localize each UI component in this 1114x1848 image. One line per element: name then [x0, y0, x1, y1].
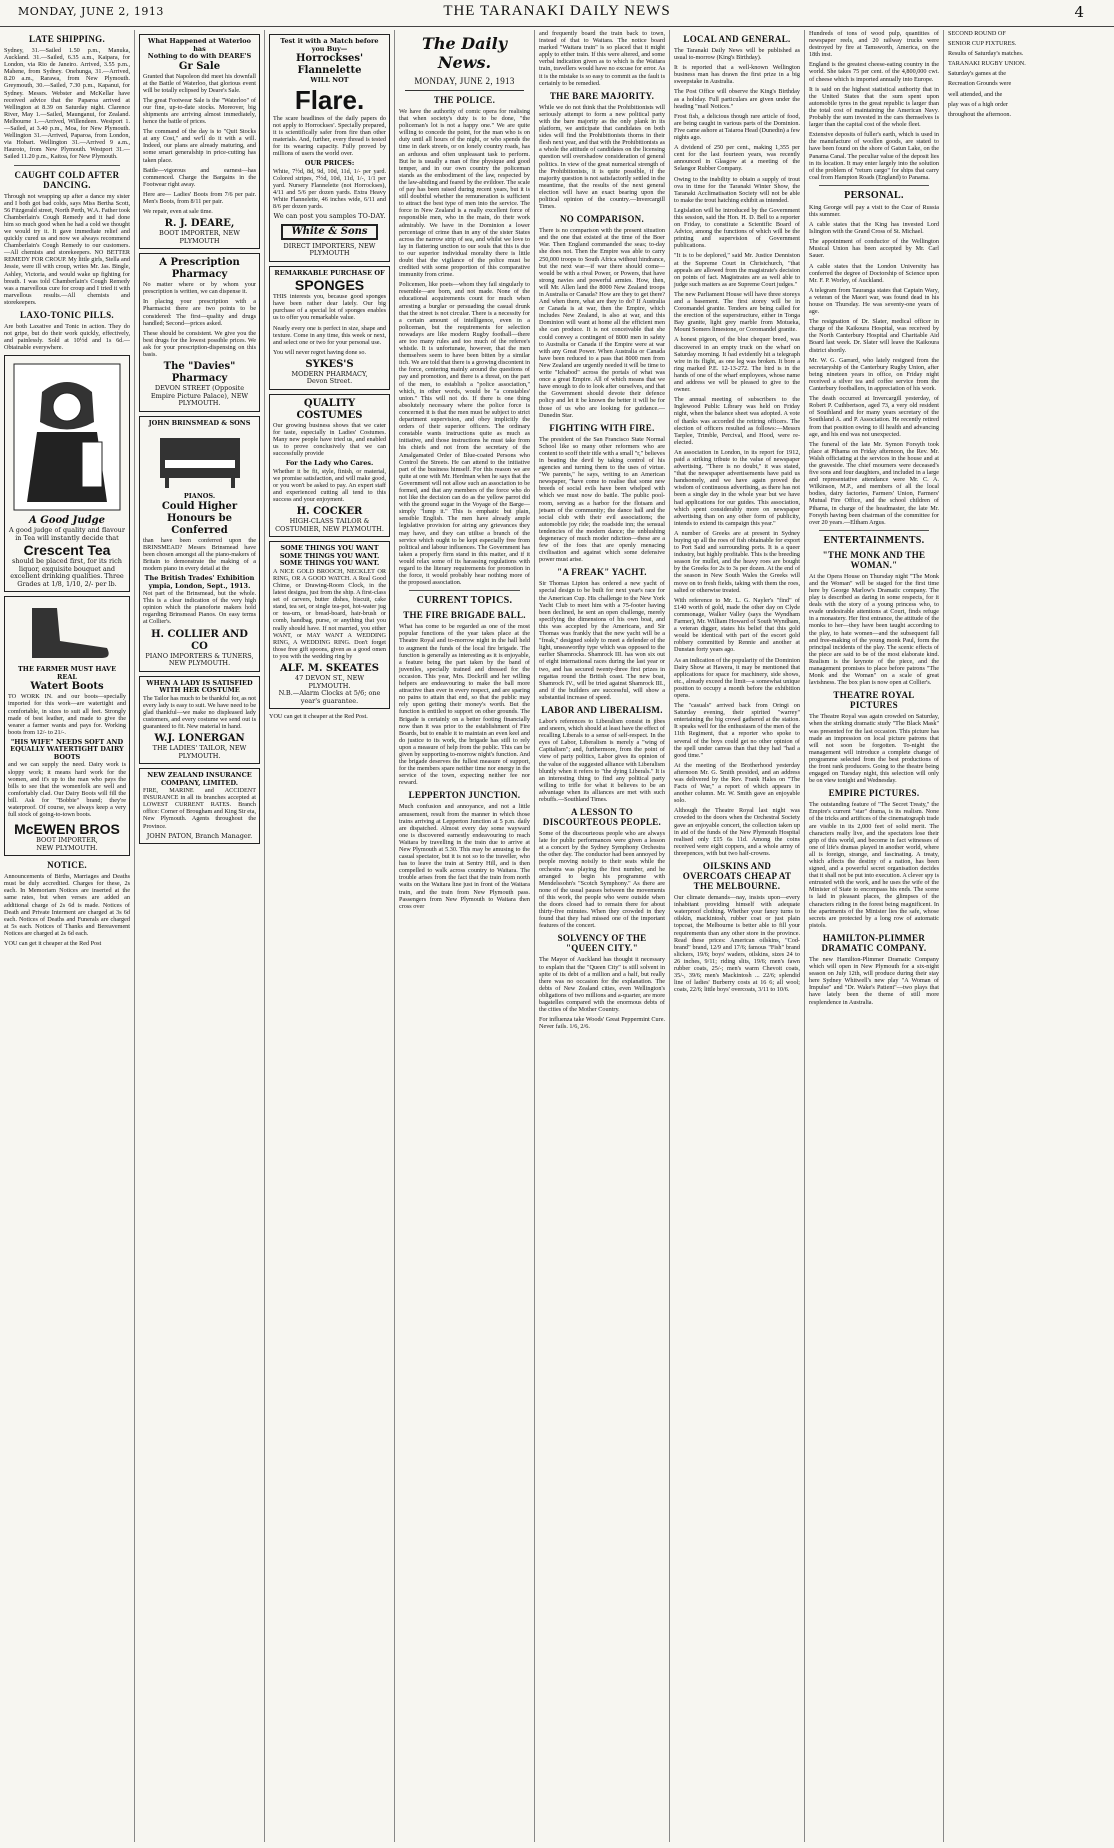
tea-judge: A Good Judge — [29, 515, 105, 527]
rx-text1: No matter where or by whom your prescription is written, we can dispense it. — [143, 281, 256, 296]
local-text10: A honest pigeon, of the blue chequer breed, was discovered in an empty truck on the wharf on Saturday morning. It had evidently hit a telegraph wire in its flight, as one leg was broken. It bore a ring marked P.E. 12-13-272. The bird is in the hands of one of the wharf employees, whose name and address we will be pleased to give to the owner. — [674, 336, 800, 394]
bare-text: While we do not think that the Prohibitionists will seriously attempt to form a new political party with the bare majority as the only plank in its platform, we anticipate that candidates on both sides will find the Prohibitionists thorns in their flesh next year, and that with the Prohibitionists as a whole the attitude of candidates on the licensing question will overshadow consideration of general politics. In view of the great numerical strength of the Prohibitionists, it is quite possible, if the majority question is not satisfactorily settled in the meantime, that the results of the next general election will have an exact bearing upon the political opinion of the country.—Invercargill Times. — [539, 103, 665, 211]
shipping-text: Sydney, 31.—Sailed 1.50 p.m., Manuka, Auckland. 31.—Sailed, 6.35 a.m., Kaipara, for London, via Rio de Janeiro. Arrived, 3.55 p.m., Mahene, from Sydney. Onehunga, 31.—Arrived, 8.20 a.m., Rarawa, from New Plymouth. Greymouth, 30.—Sailed, 7.30 p.m., Kapanui, for Sydney. Messrs. Webster and McKellar have received advice that the Paparoa arrived at Wellington at 8.39 on Saturday night. Clarence River, May 1.—Sailed, Maunganui, for Zealand. Melbourne 1.—Arrived, Willendeen. Westport 1.—Sailed, at 3.40 p.m., Moa, for New Plymouth. Wellington 31.—Arrived, Paparoa, from London, via Hobart. Wellington 31.—Arrived 9 a.m., Hauroto, from New Plymouth. Westport 31.—Sailed 11.20 p.m., Kaitoa, for New Plymouth. — [4, 47, 130, 161]
horrockses-ad — [269, 34, 390, 262]
laxo-text: Are both Laxative and Tonic in action. They do not gripe, but do their work quickly, effectively, and painlessly. Sold at 10½d and 1s 6d.—Obtainable everywhere. — [4, 323, 130, 352]
lonergan-ad — [139, 676, 260, 764]
column-4 — [395, 30, 535, 1842]
mcewen-town: NEW PLYMOUTH. — [36, 843, 98, 852]
col5-text1: and frequently board the train back to town, instead of that to Waitara. The notice board marked "Waitara train" is so placed that it might apply to either train. If this were altered, and some verbal indication given as to which is the Waitara train, travellers would have no excuse for error. As it is the mistake is so easy to commit as the fault is certainly to be remedied. — [539, 30, 665, 87]
col8-line: well attended, and the — [948, 90, 1003, 98]
sykes-addr: Devon Street. — [306, 377, 353, 386]
personal-text9: The funeral of the late Mr. Symon Forsyth took place at Pihama on Friday afternoon, the Rev. Mr. Walsh officiating at the services in the house and at the graveside. The chief mourners were deceased's five sons and four daughters, and included in a large and representative attendance were Mr. C. A. Wilkinson, M.P., and members of all the local bodies, dairy factories, Farmers' Union, Farmers' Mutual Fire Office, and the school children of Pihama, in charge of the headmaster, the late Mr. Forsyth having been chairman of the committee for over 20 years.—Eltham Argus. — [809, 440, 939, 526]
personal-text5: A telegram from Tauranga states that Captain Wary, a veteran of the Maori war, was found dead in his house on Thursday. He was seventy-one years of age. — [809, 286, 939, 316]
cocker-ad — [269, 394, 390, 537]
honours-text: than have been conferred upon the BRINSMEAD? Messrs Brinsmead have been chosen amongst all the piano-makers of Britain to demonstrate the making of a modern piano in every detail at the — [143, 536, 256, 572]
croup-text: Through not wrapping up after a dance my sister and I both got bad colds, says Miss Bertha Scott, 56 Fitzgerald street, North Perth, W.A. Father took Chamberlain's Cough Remedy and it had done him so much good when he had a cold we thought we would try it. It gave immediate relief and quickly cured us and now we always recommend Chamberlain's Cough Remedy to our customers.—All chemists and storekeepers. NO BETTER REMEDY FOR CROUP. My little girls, Stella and Jessie, were ill with croup, writes Mr. Jas. Bingle, Ashley, Victoria, and would wake up fighting for breath. I was told Chamberlain's Cough Remedy was a marvellous cure for croup and I tried it with marvellous results.—All chemists and storekeepers. — [4, 192, 130, 306]
col8-line: Saturday's games at the — [948, 70, 1006, 78]
flare-brand: Horrockses' Flannelette — [295, 53, 364, 76]
police-heading: THE POLICE. — [433, 95, 496, 105]
column-3 — [265, 30, 395, 1842]
watertight-boots-ad — [4, 596, 130, 856]
rx-text2: In placing your prescription with a Pharmacist there are two points to be considered: The first—quality and drugs handled; Second—prices asked. — [143, 298, 256, 327]
local-text13: A number of Greeks are at present in Sydney buying up all the roes of fish obtainable for export to Port Said and surrounding ports. It is a queer industry, but highly profitable. This is the breeding season for mullet, and the heavy roes are bought by the Greeks for 2s to 3s per dozen. At the end of the season in New South Wales the Greeks will move on to fresh fields, taking with them the roes, salted or otherwise treated. — [674, 529, 800, 594]
column-2 — [135, 30, 265, 1842]
empire-heading: EMPIRE PICTURES. — [828, 788, 920, 799]
col8-line: throughout the afternoon. — [948, 110, 1012, 118]
hp-heading: HAMILTON-PLIMMER DRAMATIC COMPANY. — [821, 932, 927, 953]
local-text5: A dividend of 250 per cent., making 1,355 per cent for the last fourteen years, was recently announced in Glasgow at a meeting of the Selangor Rubber Company. — [674, 144, 800, 173]
tea-name: Crescent Tea — [23, 542, 111, 559]
costume-text: Our growing business shows that we cater for taste, especially in Ladies' Costumes. Many new people have tried us, and enabled us to prove conclusively that we can successfully provide — [273, 421, 386, 458]
skeates-name: ALF. M. SKEATES — [280, 663, 379, 675]
insurance-sign: JOHN PATON, Branch Manager. — [146, 831, 253, 840]
notice-heading: NOTICE. — [47, 860, 87, 871]
personal-text1: King George will pay a visit to the Czar of Russia this summer. — [809, 203, 939, 218]
lesson-text: Some of the discourteous people who are always late for public performances were given a lesson at a concert by the Sydney Symphony Orchestra the other day. The conductor had been annoyed by people moving noisily to their seats while the orchestra was playing the first number, and he arranged to begin his programme with Mendelssohn's "Scotch Symphony." As there are none of the usual pauses between the movements of this work, the people who were outside when the doors closed had to remain there for about thirty-five minutes. When they crowded in they found that they had missed one of the important features of the concert. — [539, 830, 665, 930]
sykes-ad — [269, 266, 390, 390]
col7-text3: It is said on the highest statistical authority that in the United States that the sum spent upon automobile tyres in the great republic is larger than the total cost of maintaining the American Navy. Probably the sum invested in the cars themselves is larger than the capital cost of the whole fleet. — [809, 85, 939, 129]
col8-line: Recreation Grounds were — [948, 80, 1012, 88]
col7-text2: England is the greatest cheese-eating country in the world. She takes 75 per cent. of the 4,800,000 cwt. of cheese which is imported annually into Europe. — [809, 61, 939, 83]
flare-prices-head: OUR PRICES: — [304, 159, 355, 168]
local-text15: As an indication of the popularity of the Dominion Dairy Show at Hawera, it may be mentioned that applications for space for machinery, side shows, etc., already exceed the limit—a somewhat unique position to occupy a month before the exhibition opens. — [674, 656, 800, 699]
sykes-sub: MODERN PHARMACY, — [291, 369, 368, 378]
watert-text: TO WORK IN. and our boots—specially imported for this work—are watertight and comfortable, in sizes to suit all feet. Strongly made of best leather, and made to give the wearer a farmer wants and pays for. Working boots from 12/- to 21/-. — [8, 693, 126, 736]
local-text3: The Post Office will observe the King's Birthday as a holiday. Full particulars are given under the heading "mail Notices." — [674, 88, 800, 110]
costume-text2: Whether it be fit, style, finish, or material, we promise satisfaction, and will make good, or you won't be asked to pay. An expert staff and experienced cutting all tend to this success and your enjoyment. — [273, 467, 386, 504]
whites-logo: White & Sons — [281, 224, 378, 240]
davies-name: The "Davies" Pharmacy — [163, 361, 236, 385]
col8-line: Results of Saturday's matches. — [948, 50, 1024, 58]
rx-head: A Prescription Pharmacy — [159, 257, 240, 281]
nocomp-text: There is no comparison with the present situation and the one that existed at the time of the Boer War. Then England commanded the seas; to-day she does not. Then the Empire was able to carry 250,000 troops to South Africa without hindrance, but the next war—if war there should come—would be with a rival Power, or Powers, that have strong navies and powerful armies. How, then, will Mr. Allen land the 8000 New Zealand troops in Australia or Canada? How are they to get there? And when there, what are they to do? If Australia or Canada is at war, then the Empire, which includes New Zealand, is also at war, and this Dominion will want at home all the efficient men she can produce. It is not conceivable that she could convey a contingent of 8000 men in safety to Australia or Canada if the Empire were at war with any Great Power. When Australia or Canada have been reduced to a pass that 8000 men from New Zealand are urgently needed it will be time to write "Ichabod" across the portals of what was once a great Empire. All of which means that we have enough to do to look after ourselves, and that the Government should devote their defence policy and let it be known the better it will be for those of us who are looking for guidance.—Dunedin Star. — [539, 227, 665, 419]
watert-name: Watert Boots — [30, 681, 104, 693]
col8-line: play was of a high order — [948, 100, 1008, 108]
brinsmead-ad — [139, 416, 260, 672]
flare-post: We can post you samples TO-DAY. — [273, 212, 386, 221]
boot-illustration — [12, 603, 122, 663]
local-text8: "It is to be deplored," said Mr. Justice Denniston at the Supreme Court in Christchurch, "that appeals are allowed from the magistrate's decision on points of fact. Magistrates are as well able to judge such matters as are Supreme Court judges." — [674, 252, 800, 288]
fight-text: The president of the San Francisco State Normal School like so many other reformers who are content to scoff their title with a small "r," believes in beating the devil by taking control of his agencies and turning them to the uses of virtue. "We parents," he says, writing to an American newspaper, "have come to realise that some new breeds of social evils have been whelped with which we must now do battle. The public pool-room, serving as a harbor for the flotsam and jetsam of the community; the dance hall and the social club with their evil associations; the automobile joy ride; the roadside inn; the sensual tendencies of the modern dance; the unblushing degeneracy of much moder ndiction—these are a few of the foes that are openly menacing civilisation and against which some defensive power must arise. — [539, 435, 666, 564]
personal-text6: The resignation of Dr. Slater, medical officer in charge of the Kaikoura Hospital, was received by the North Canterbury Hospital and Charitable Aid Board last week. Dr. Slater will leave the Kaikoura district shortly. — [809, 318, 939, 354]
yacht-text: Sir Thomas Lipton has ordered a new yacht of special design to be built for next year's race for the American Cup. His challenge to the New York Yacht Club to meet him with a 75-footer having been declined, he sent an open challenge, merely specifying the dimensions of his own boat, and this was accepted by the Americans, and Sir Thomas was frankly that the new yacht will be a "freak," designed solely to meet a defender of the light, unseaworthy type which was opposed to the earlier Shamrocks. Shamrock III. has won six out of eight international races during the last year or two, and has secured twenty-three first prizes in regattas round the British coast. The new boat, Shamrock IV., will be tried against Shamrock III., and if the builders are successful, will show a substantial increase of speed. — [539, 580, 665, 701]
tea-sub: A good judge of quality and flavour in Tea will instantly decide that — [9, 526, 125, 542]
mcewen-name: McEWEN BROS — [14, 821, 120, 838]
judge-illustration — [12, 362, 122, 512]
monk-text: At the Opera House on Thursday night "The Monk and the Woman" will be staged for the first time here by George Marlow's Dramatic company. The play is described as daring in some respects, for it deals with the story of a young princess who, to evade undesirable attentions at Court, finds refuge in a monastery. Her first entrance, the attitude of the monks to her—they have been taught according to the play, to hate women—and the subsequent fall and free-making of the young monk Paul, form the principal incidents of the play. The scenic effects of the piece are said to be of the most elaborate kind. Realism is the keynote of the piece, and the management promises to place before patrons "The Monk and the Woman" on a scale of great lavishness. The box plan is now open at Collier's. — [809, 572, 939, 687]
personal-text2: A cable states that the King has invested Lord Islington with the Grand Cross of St. Michael. — [809, 221, 939, 236]
insurance-ad — [139, 768, 260, 844]
masthead-date: MONDAY, JUNE 2, 1913 — [18, 5, 164, 18]
paper-date: MONDAY, JUNE 2, 1913 — [414, 76, 515, 86]
queen-heading: SOLVENCY OF THE "QUEEN CITY." — [557, 933, 647, 954]
personal-text8: The death occurred at Invercargill yesterday, of Robert P. Cuthbertson, aged 73, a very old resident of Southland and for many years secretary of the Southland A. and P. Association. He recently retired from that position owing to ill health and advancing age, and his end was not unexpected. — [809, 395, 939, 438]
police-text: We have the authority of comic opera for realising that when society's duty is to be done, "the policeman's lot is not a happy one." We are quite willing to concede the point, for the man who is on duty until all hours of the night, or who spends the time in dark streets, or on lonely country roads, has an arduous and often unpleasant task to perform. But he is usually a man of fine physique and good temper, and in our own country the policeman stands as the embodiment of the law, respected by the law-abiding and feared by the evildoer. The scale of pay has been raised during recent years, but it is still doubtful whether the remuneration is sufficient to attract the best type of men into the service. The force in New Zealand is a really excellent force of responsible men, who in the main, do their work admirably. We have in the Dominion a lower percentage of crime than in any of the sister States across the narrow strip of sea, and whilst we love to lay in flattering unction to our souls that this is due to our superior individual morality there is little doubt that the vigilance of the police must be credited with some proportion of this comparative immunity from crime. — [399, 108, 530, 279]
flare-will: WILL NOT — [310, 76, 349, 84]
current-topics-heading: CURRENT TOPICS. — [416, 595, 513, 607]
laxo-heading: LAXO-TONIC PILLS. — [20, 310, 114, 320]
col1-footer: YOU can get it cheaper at the Red Post — [4, 940, 102, 948]
honours-head: Could Higher Honours be Conferred — [161, 500, 238, 536]
hiswife-text: and we can supply the need. Dairy work is sloppy work; it means hard work for the women, and it's up to the man who pays the bills to see that the womenfolk are well and comfortably clad. Our Dairy Boots will fill the bill. Ask for "Bobbie" brand; they're waterproof. Of course, we always keep a very full stock of going-to-town boots. — [8, 761, 126, 819]
davies-pharmacy-ad — [139, 253, 260, 411]
sponge-text1: THIS interests you, because good sponges have been rather dear lately. Our big purchase of a special lot of sponges enables us to offer you remarkable value. — [273, 293, 386, 322]
croup-heading: CAUGHT COLD AFTER DANCING. — [14, 169, 120, 190]
page-number: 4 — [1074, 3, 1084, 21]
hiswife-head: "HIS WIFE" NEEDS SOFT AND EQUALLY WATERTIGHT DAIRY BOOTS — [10, 737, 124, 761]
flare-word: Flare. — [294, 84, 365, 115]
local-text14: With reference to Mr. L. G. Nayler's "find" of £140 worth of gold, made the other day on Clyde commonage, Walker Valley (says the Wyndham Farmer), Mr. William Howard of South Wyndham, a veteran digger, states his belief that this gold would be identical with part of the escort gold robbery committed by Rennie and another at Dunstan forty years ago. — [674, 596, 800, 654]
crescent-tea-ad — [4, 355, 130, 592]
want-head: SOME THINGS YOU WANT SOME THINGS YOU WANT. SOME THINGS YOU WANT. — [279, 544, 380, 568]
skeates-ad — [269, 541, 390, 709]
sponge-text3: You will never regret having done so. — [273, 348, 367, 356]
column-7 — [805, 30, 944, 1842]
lepperton-heading: LEPPERTON JUNCTION. — [408, 790, 521, 801]
col3-footer: YOU can get it cheaper at the Red Post. — [269, 713, 368, 721]
mcewen-sub: BOOT IMPORTER, — [36, 836, 98, 845]
lonergan-name: W.J. LONERGAN — [154, 733, 245, 745]
piano-word: PIANOS. — [183, 492, 216, 501]
waterloo-sub: Nothing to do with DEARE'S — [147, 52, 252, 60]
sponge-word: SPONGES — [294, 277, 365, 294]
cocker-sub: HIGH-CLASS TAILOR & COSTUMIER, NEW PLYMOUTH. — [275, 517, 384, 533]
fire-heading: THE FIRE BRIGADE BALL. — [403, 610, 526, 621]
column-1 — [0, 30, 135, 1842]
labour-heading: LABOR AND LIBERALISM. — [541, 704, 663, 715]
deare-text3: The command of the day is to "Quit Stocks at any Cost," and we'll do it with a will. Indeed, our plans are already maturing, and some smart generalship in price-cutting has taken place. — [143, 128, 256, 164]
waterloo-head: What Happened at Waterloo has — [148, 37, 251, 53]
oilskins-text: Our climate demands—nay, insists upon—every inhabitant providing himself with adequate waterproof clothing. Whether your fancy turns to oilskin, mackintosh, rubber coat or just plain topcoat, the Melbourne is better able to fill your requirements than any other store in the province. Read these prices: American oilskins, "Cod-brand" brand, 12/9 and 17/6; famous "Fish" brand slickers, 19/6; boys' waders, oilskins, sizes 24 to 26 inches, 9/11; riding slits, 19/6; men's fawn rubber coats, 25/-; men's warm Chevoit coats, 35/-, 39/6; men's Mackintosh ... 22/6; splendid line of ladies' Burberry costs at 16 6; all wool; coats, 22/6; little boys' overcoats, 3/11 to 10/6. — [674, 894, 800, 994]
lesson-heading: A LESSON TO DISCOURTEOUS PEOPLE. — [542, 807, 662, 828]
col5-footer: For influenza take Woods' Great Peppermint Cure. Never fails. 1/6, 2/6. — [539, 1016, 665, 1031]
lonergan-sub: THE LADIES' TAILOR, NEW PLYMOUTH. — [152, 744, 247, 760]
labour-text: Labor's references to Liberalism consist in jibes and sneers, which should at least have the effect of recalling Liberals to a sense of self-respect. In the eyes of Labor, Liberalism is merely a "wing of Capitalism"; and, furthermore, from the point of view of party politics, Labor gives its opinion of the value of the suggested alliance with Liberalism bluntly when it refers to "the dying Liberals." It is an interesting thing to find any political party willing to trifle for what it believes to be an advantage when its alliances are met with such rebuffs.—Southland Times. — [539, 717, 665, 803]
flare-text: The scare headlines of the daily papers do not apply to Horrockses'. Specially prepared, it is scientifically safer from fire than other materials. And, further, every thread is tested for its wearing capacity. Fully proved by millions of users the world over. — [273, 114, 386, 157]
column-5 — [535, 30, 670, 1842]
column-8 — [944, 30, 1114, 1842]
deare-prices: Here are— Ladies' Boots from 7/6 per pair. Men's Boots, from 8/11 per pair. — [143, 190, 256, 205]
davies-addr: DEVON STREET (Opposite Empire Picture Palace), NEW PLYMOUTH. — [150, 384, 249, 408]
local-text17: At the meeting of the Brotherhood yesterday afternoon Mr. G. Smith presided, and an address was delivered by the Rev. Frank Hales on "The Facts of War," a report of which appears in another column. Mr. W. Smith gave an enjoyable solo. — [674, 761, 800, 805]
rx-text3: These should be consistent. We give you the best drugs for the lowest possible prices. We ask for your prescription-dispensing on this basis. — [143, 329, 256, 359]
local-text2: It is reported that a well-known Wellington business man has drawn the first prize in a big sweepstake in Australia. — [674, 64, 800, 86]
theatre-text: The Theatre Royal was again crowded on Saturday, when the striking dramatic study "The Black Mask" was presented for the last occasion. This picture has made an impression on local picture patrons that will not soon be forgotten. To-night the management will introduce a complete change of programme selected from the best productions of the front rank producers. Going to the theatre being engaged on Tuesday night, this selection will only be on view tonight and Wednesday. — [809, 713, 939, 785]
costume-head: QUALITY COSTUMES — [296, 397, 363, 421]
local-text12: An association in London, in its report for 1912, paid a striking tribute to the value of newspaper advertising. "There is no doubt," it was stated, "that the newspaper advertisements have paid us handsomely, and we have again proved the wisdom of continuous advertising, as there has not been a single day in the whole year but we have had applications for our guides. This association, which spent considerably more on newspaper advertising than on any other form of publicity, intends to extend its campaign this year." — [674, 448, 800, 527]
notice-text: Announcements of Births, Marriages and Deaths must be duly accredited. Charges for these, 2s each. In Memoriam Notices are inserted at the same rates, but when verses are added an additional charge of 2s 6d is made. Notices of Death and Private Interment are charged at 3s 6d each. Notices of Deaths and Funerals are charged at 5s each. Notices of Thanks and Bereavement Notices are charged at 2s 6d each. — [4, 873, 130, 937]
local-heading: LOCAL AND GENERAL. — [683, 34, 791, 44]
piano-illustration — [150, 430, 250, 490]
sponge-text2: Nearly every one is perfect in size, shape and texture. Come in any time, this week or next, and select one or two for your personal use. — [273, 324, 386, 346]
waterloo-sale: Gr Sale — [178, 60, 221, 72]
local-text7: Legislation will be introduced by the Government this session, said the Hon. H. D. Bell to a reporter on Friday, to constitute a Scientific Board of Advice, among the functions of which will be the printing and supervision of Government publications. — [674, 206, 800, 250]
local-text11: The annual meeting of subscribers to the Inglewood Public Library was held on Friday night, when the balance sheet was adopted. A vote of thanks was accorded the retiring officers. The election of officers resulted as follows:—Messrs Tarplee, Trimble, Percival, and Hood, were re-elected. — [674, 396, 800, 446]
shipping-heading: LATE SHIPPING. — [28, 34, 106, 44]
oilskins-heading: OILSKINS AND OVERCOATS CHEAP AT THE MELBOURNE. — [682, 861, 792, 892]
tea-sub2: should be placed first, for its rich liquor, exquisite bouquet and excellent drinking qualities. Three Grades at 1/8, 1/10, 2/- per lb. — [10, 557, 124, 588]
nocomp-heading: NO COMPARISON. — [559, 214, 645, 225]
deare-text1: Granted that Napoleon did meet his downfall at the Battle of Waterloo, that glorious event will be totally eclipsed by Deare's Sale. — [143, 72, 256, 94]
lady-text: The Tailor has much to be thankful for, as not every lady is easy to suit. We have need to be glad thankful—we make no displeased lady customers, and every costume we send out is guaranteed to fit. New material in hand. — [143, 694, 256, 730]
insurance-text: FIRE, MARINE and ACCIDENT INSURANCE in all its branches accepted at LOWEST CURRENT RATES. Branch office: Corner of Brougham and King Str eta, New Plymouth. Agents throughout the Province. — [143, 787, 256, 830]
skeates-sub: 47 DEVON ST., NEW PLYMOUTH. — [294, 674, 365, 690]
column-6 — [670, 30, 805, 1842]
col8-line: SENIOR CUP FIXTURES. — [948, 40, 1017, 48]
sykes-name: SYKES'S — [305, 358, 354, 370]
col7-text4: Extensive deposits of fuller's earth, which is used in the manufacture of woollen goods, are stated to have been found on the shore of Gatun Lake, on the Panama Canal. The peculiar value of the deposit lies in its location. It may enter largely into the solution of the problem of "return cargo" for ships that carry coal from Hampton Roads (England) to Panama. — [809, 131, 939, 181]
deare-ad — [139, 34, 260, 249]
flare-head: Test it with a Match before you Buy— — [280, 37, 379, 53]
bare-heading: THE BARE MAJORITY. — [549, 90, 655, 101]
police-text2: Policemen, like poets—whom they fail singularly to resemble—are born, and not made. None of the educational acquirements count for much when arresting a burglar or persuading the casual drunk that the street is not circular. There is a necessity for a certain amount of intelligence, even in a policeman, but the requirements for selection nowadays are like modern Rugby football—there are too many rules and too much of the referee's whistle. It is unfortunate, however, that the men themselves seem to have been bitten by a similar itch. We are told that there is a growing discontent in the force, centering mainly around the questions of pay and promotion, and there is a threat, on the part of the men, to establish a "police association," which, in other words, would be "a constables' union." This will not do. If there is one thing absolutely necessary where the police force is concerned it is that the men must be subject to strict department supervision, and obey implicitly the orders of their superior officers. The ordinary constable wants instructions quite as much as initiative, and those instructions he must take from his chiefs and not from the secretary of the Amalgamated Order of Blue-coated Persons who Control the Streets. He can attend to the initiative part of the business himself. For this reason we are quite at one with Mr. Herdman when he says that the Government will not allow such an association to be formed, and that any members of the force who do not like the decision can do as the yellow parrot did with the ground sugar in the Voyage of the Barge—simply "lump it." This is emphatic but plain, sensible English. The men have already ample legislative provision for airing any grievances they may have, and they can utilise a branch of the service which ought to be kept especially free from political and labour influences. The Government has taken a properly firm stand in this matter, and if it would relax some of its harassing regulations with regard to the literary requirements for promotion in the force, it would probably hear nothing more of the proposed association. — [399, 281, 530, 587]
paper-title: The Daily News. — [422, 34, 507, 72]
local-text4: Frost fish, a delicious though rare article of food, are being caught in various parts of the Dominion. Five came ashore at Taiaroa Head (Dunedin) a few nights ago. — [674, 112, 800, 142]
queen-text: The Mayor of Auckland has thought it necessary to explain that the "Queen City" is still solvent in spite of its debt of a million and a half, but really there was no occasion for the explanation. The debts of New Zealand cities, even Wellington's obligations of two millions and a-quarter, are more bagatelles compared with the enormous debts of the cities of the Mother Country. — [539, 956, 665, 1014]
local-text6: Owing to the inability to obtain a supply of trout ova in time for the Taranaki Winter Show, the Taranaki Acclimatisation Society will not be able to make the trout hatching exhibit as intended. — [674, 175, 800, 204]
deare-text2: The great Footwear Sale is the "Waterloo" of our fine, up-to-date stocks. Moreover, big shipments are arriving almost immediately, hence the battle of prices. — [143, 96, 256, 126]
deare-repair: We repair, even at sale time. — [143, 208, 213, 216]
deare-text4: Battle—vigorous and earnest—has commenced. Charge the Bargains in the Footwear right away. — [143, 166, 256, 188]
piano-brand: JOHN BRINSMEAD & SONS — [148, 418, 251, 427]
col8-line: SECOND ROUND OF — [948, 30, 1006, 37]
masthead — [0, 0, 1114, 27]
whites-sub: DIRECT IMPORTERS, NEW PLYMOUTH — [283, 241, 376, 258]
deare-sub: BOOT IMPORTER, NEW PLYMOUTH — [159, 229, 240, 245]
local-text16: The "casuals" arrived back from Oringi on Saturday evening, their spirited "warrey" entertaining the big crowd gathered at the station. It speaks well for the enthusiasm of the men of the 11th Regiment, that a reporter who spoke to several of the boys could get no other opinion of the spell under canvas than that they had "had a good time." — [674, 702, 800, 759]
fight-heading: FIGHTING WITH FIRE. — [549, 422, 655, 433]
personal-heading: PERSONAL. — [844, 189, 904, 201]
hp-text: The new Hamilton-Plimmer Dramatic Company which will open in New Plymouth for a six-night season on July 12th, will produce during their stay here Sydney Whitwell's new play "A Woman of Impulse" and "Dr. Wake's Patient"—two plays that have lately been the theme of still more resplendence in Australia. — [809, 955, 939, 1006]
skeates-nb: N.B.—Alarm Clocks at 5/6; one year's guarantee. — [278, 689, 381, 705]
want-text: A NICE GOLD BROOCH, NECKLET OR RING, OR A GOOD WATCH. A Real Good Chime, or Drawing-Room Clock, in the latest designs, just from the ship. A first-class set of carvers, butter dishes, biscuit, cake stand, tea set, or single tea-pot, hot-water jug or tea-urn, or bread-board, hair-brush or comb, handbag, purse, or anything that you really should have. If not married, you either WANT, or MAY WANT A WEDDING RING, A WEDDING RING. Don't forget those free gift spoons, given as a good omen to you with the wedding ring by — [273, 567, 386, 660]
local-text1: The Taranaki Daily News will be published as usual to-morrow (King's Birthday). — [674, 47, 800, 62]
flare-prices: White, 7½d, 8d, 9d, 10d, 11d, 1/- per yard. Colored stripes, 7½d, 10d, 11d, 1/-, 1/1 per yard. Nursery Flannelette (not Horrockses), 4/11 and 5/6 per dozen yards. Extra Heavy White Flannelette, 46 inches wide, 6/11 and 8/6 per dozen yards. — [273, 167, 386, 211]
personal-text4: A cable states that the London University has conferred the degree of Doctorship of Science upon Mr. F. P. Worley, of Auckland. — [809, 262, 939, 284]
fire-text: What has come to be regarded as one of the most popular functions of the year takes place at the Theatre Royal and to-morrow night in the hall held to augment the funds of the local fire brigade. The function is generally as interesting as it is enjoyable, a feature being the part taken by the band of juveniles, specially trained and dressed for the occasion. This year, Mrs. Dockrill and her willing helpers are endeavouring to make the ball more attractive than ever in every respect, and are sparing no pains to attain that end, so that the public may rely upon getting their money's worth. But the function is entitled to support on other grounds. The Brigade is certainly on a better footing financially now than it was prior to the establishment of Fire Boards, but to enable it to maintain an even keel and do justice to its work, the brigade has still to rely upon a measure of help from the public. This can be given by supporting to-morrow night's function. And the brigade deserves the fullest measure of support, for the members spare neither time nor energy in the service of the town, expecting neither fee nor reward. — [399, 623, 530, 787]
honours-expo: The British Trades' Exhibition ympia, London, Sept., 1913. — [144, 574, 255, 590]
collier-name: H. COLLIER AND CO — [151, 628, 248, 652]
col7-text1: Hundreds of tons of wood pulp, quantities of newspaper reels, and 20 railway trucks were destroyed by fire at Tamsworth, America, on the 18th inst. — [809, 30, 939, 59]
sponge-head: REMARKABLE PURCHASE OF — [274, 268, 385, 277]
monk-heading: "THE MONK AND THE WOMAN." — [822, 549, 926, 570]
local-text18: Although the Theatre Royal last night was crowded to the doors when the Orchestral Society gave an enjoyable concert, the collection taken up in aid of the funds of the New Plymouth Hospital realised only £15 6s 11d. Among the coins received were eight coppers, and a whole army of threepences, with but two half-crowns. — [674, 807, 800, 857]
yacht-heading: "A FREAK" YACHT. — [557, 567, 647, 578]
insurance-head: NEW ZEALAND INSURANCE COMPANY, LIMITED. — [147, 771, 252, 787]
honours-text2: Not part of the Brinsmead, but the whole. This is a clear indication of the very high opinion which the pianoforte makers hold regarding Brinsmead Pianos. On easy terms at Collier's. — [143, 590, 256, 626]
local-text9: The new Parliament House will have three storeys and a basement. The first storey will be in Coromandel granite. Tenders are being called for the erection of the superstructure, either in Tonga Bay granite, light grey marble from Motueka, Mount Somers limestone, or Coromandel granite. — [674, 290, 800, 334]
costume-sub: For the Lady who Cares. — [285, 459, 374, 468]
lepperton-text: Much confusion and annoyance, and not a little amusement, result from the manner in which those trains arriving at Lepperton Junction at 5 p.m. daily are dispatched. Almost every day some wayward one is discovered earnestly endeavouring to reach Waitara by travelling in the train due to arrive at New Plymouth at 5.30. This may be amusing to the casual spectator, but it is not so to the traveller, who has to leave the train at Sentry Hill, and is then compelled to walk across country to Waitara. The trouble arises from the fact that the train from north waits on the Waitara line just in front of the Waitara train, and the train from New Plymouth pass. Passengers from New Plymouth to Waitara then cross over — [399, 803, 530, 910]
personal-text3: The appointment of conductor of the Wellington Musical Union has been accepted by Mr. Carl Sauer. — [809, 238, 939, 260]
collier-sub: PIANO IMPORTERS & TUNERS, NEW PLYMOUTH. — [145, 651, 254, 668]
lady-head: WHEN A LADY IS SATISFIED WITH HER COSTUME — [146, 678, 253, 695]
col8-line: TARANAKI RUGBY UNION. — [948, 60, 1026, 68]
empire-text: The outstanding feature of "The Secret Treaty," the Empire's current "star" drama, is its realism. None of the tricks and artifices of the cinematograph trade are visible in its 2,000 feet of solid merit. The characters really live, and the spectators lose their grip of this world, and become in fact witnesses of one of life's dramas played in another world, where all is foreign, strange, and fascinating. A treaty, which affects the destiny of a nation, has been signed, and a powerful secret organisation decides that it shall not be put into execution. A clever spy is entrusted with the work, and he uses the wife of the Minister of State to encompass his ends. The scene is laid in pleasant places, the glimpses of the characters riding in the forest being magnificent. In the apartments of the Minister lies the safe, whose secrets are protected by a long row of automatic pistols. — [809, 801, 939, 929]
theatre-heading: THEATRE ROYAL PICTURES — [833, 690, 915, 711]
entertainments-heading: ENTERTAINMENTS. — [823, 534, 925, 546]
watert-head: THE FARMER MUST HAVE REAL — [17, 665, 117, 681]
personal-text7: Mr. W. G. Garrard, who lately resigned from the secretaryship of the Canterbury Rugby Union, after being nineteen years in office, on Friday night received a silver tea and coffee service from the Canterbury footballers, in appreciation of his work. — [809, 356, 939, 393]
deare-name: R. J. DEARE, — [164, 218, 235, 230]
cocker-name: H. COCKER — [296, 506, 363, 518]
masthead-title: THE TARANAKI DAILY NEWS — [443, 3, 671, 19]
